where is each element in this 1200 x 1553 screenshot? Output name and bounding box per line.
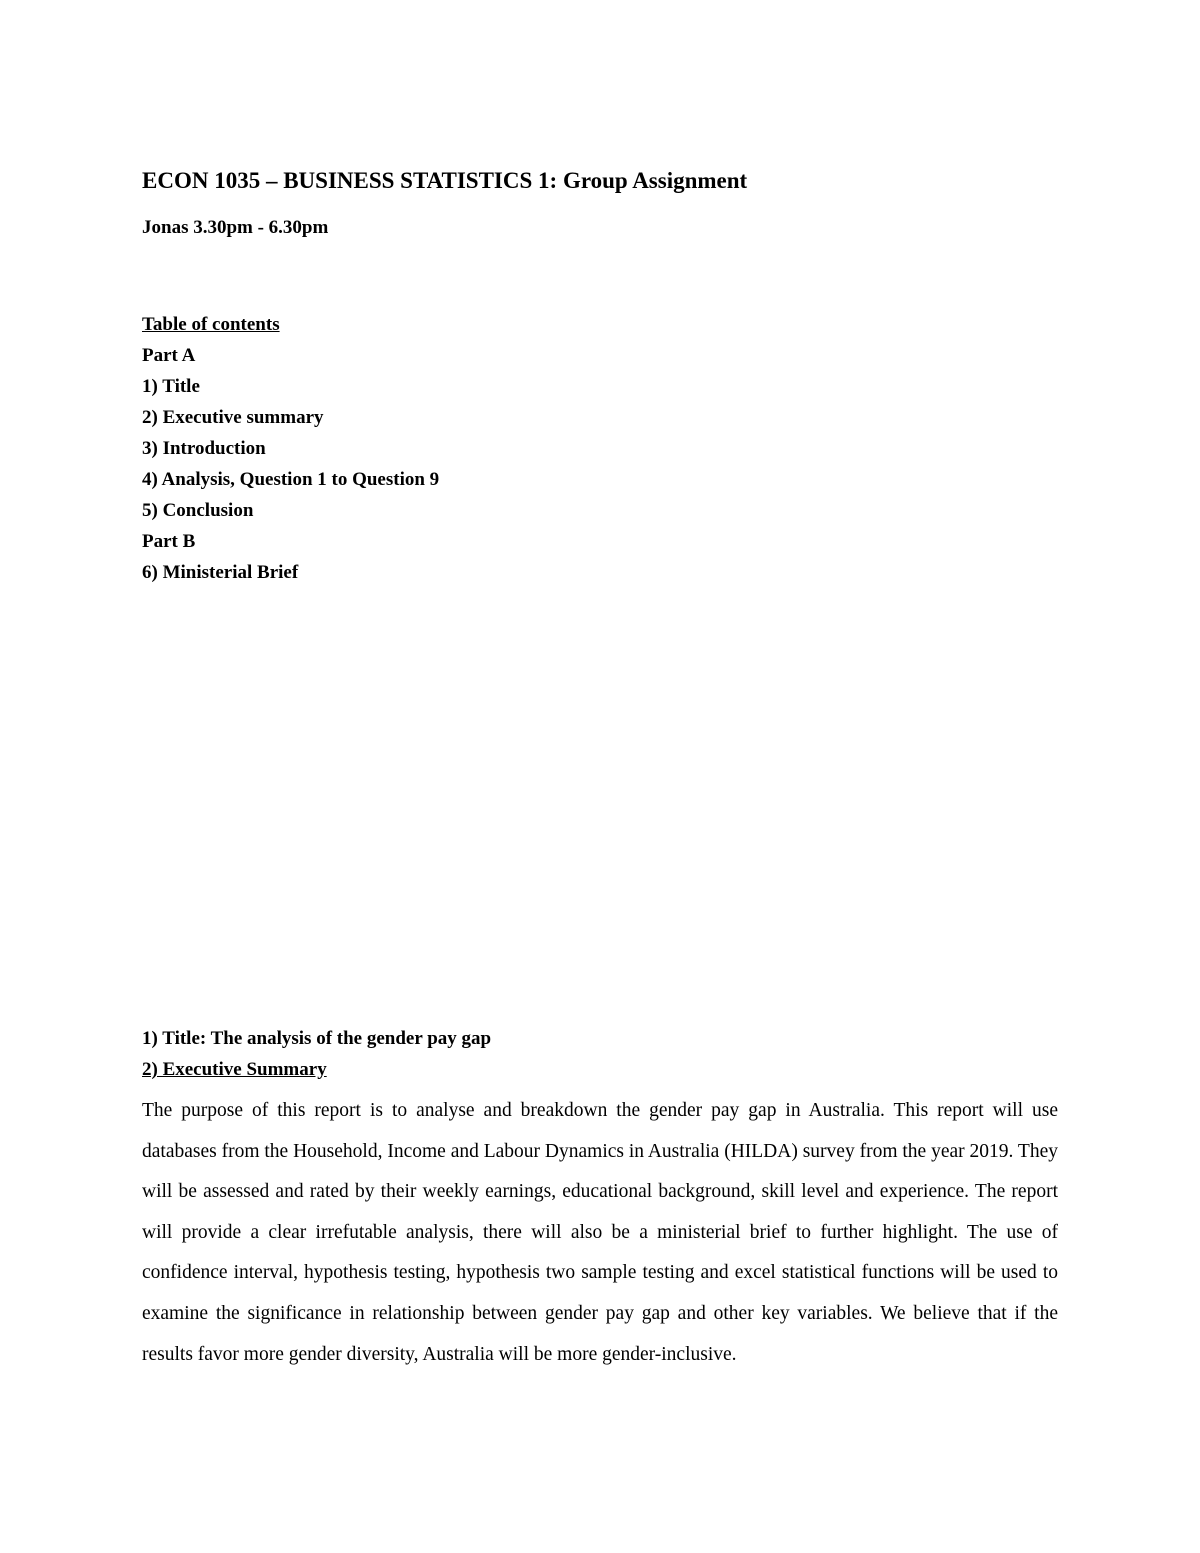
toc-item-executive-summary: 2) Executive summary xyxy=(142,407,324,428)
document-title: ECON 1035 – BUSINESS STATISTICS 1: Group Assignment xyxy=(142,168,748,193)
toc-item-part-a: Part A xyxy=(142,345,196,366)
title-heading: 1) Title: The analysis of the gender pay gap xyxy=(142,1028,492,1049)
session-info: Jonas 3.30pm - 6.30pm xyxy=(142,217,329,238)
toc-item-part-b: Part B xyxy=(142,531,196,552)
toc-item-introduction: 3) Introduction xyxy=(142,438,266,459)
toc-item-ministerial-brief: 6) Ministerial Brief xyxy=(142,562,299,583)
toc-item-conclusion: 5) Conclusion xyxy=(142,500,254,521)
executive-summary-heading: 2) Executive Summary xyxy=(142,1059,327,1080)
table-of-contents xyxy=(142,309,439,588)
toc-item-analysis: 4) Analysis, Question 1 to Question 9 xyxy=(142,469,440,490)
executive-summary-paragraph: The purpose of this report is to analyse and breakdown the gender pay gap in Australia. This report will use databases from the Household, Income and Labour Dynamics in Australia (HILDA) survey from the year 2019. They will be assessed and rated by their weekly earnings, educational background, skill level and experience. The report will provide a clear irrefutable analysis, there will also be a ministerial brief to further highlight. The use of confidence interval, hypothesis testing, hypothesis two sample testing and excel statistical functions will be used to examine the significance in relationship between gender pay gap and other key variables. We believe that if the results favor more gender diversity, Australia will be more gender-inclusive. xyxy=(142,1100,1058,1365)
report-section xyxy=(142,1023,1058,1375)
toc-heading: Table of contents xyxy=(142,314,280,335)
toc-item-title: 1) Title xyxy=(142,376,200,397)
